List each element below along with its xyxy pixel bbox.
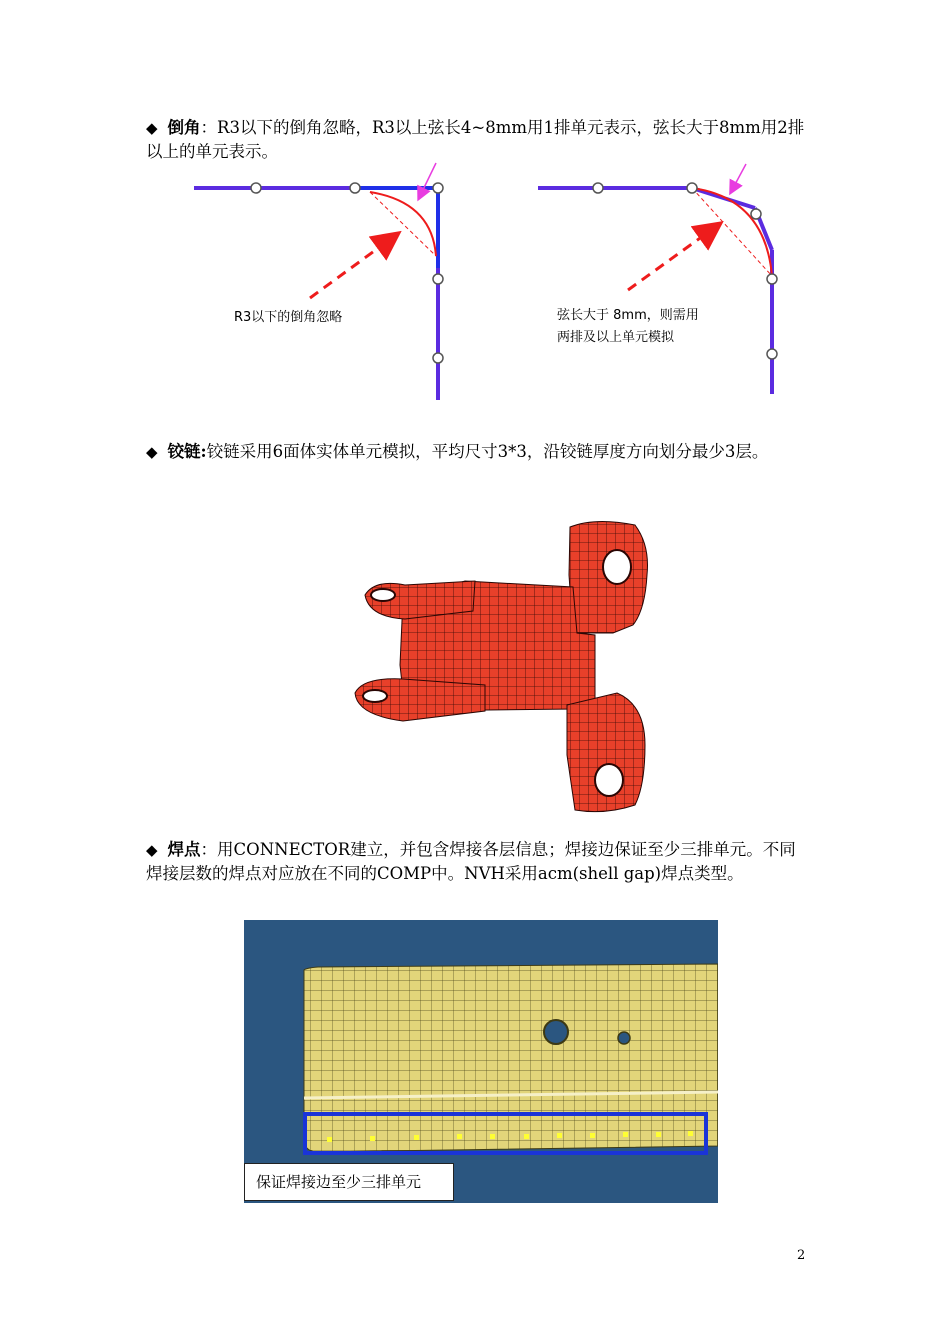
bullet-icon: ◆ — [146, 443, 158, 461]
left-corner-diagram — [194, 163, 443, 400]
hinge-heading: 铰链 — [167, 442, 201, 461]
chamfer-heading: 倒角 — [167, 118, 201, 137]
chamfer-diagram — [180, 158, 820, 408]
hinge-mesh-image — [345, 515, 655, 820]
weld-body: 用CONNECTOR建立，并包含焊接各层信息；焊接边保证至少三排单元。不同焊接层数的焊点对应放在不同的COMP中。NVH采用acm(shell gap)焊点类型。 — [146, 840, 796, 883]
left-diagram-caption: R3以下的倒角忽略 — [234, 310, 343, 325]
right-diagram-caption-line2: 两排及以上单元模拟 — [557, 330, 675, 345]
separator: ： — [200, 840, 218, 859]
separator: : — [200, 442, 207, 461]
section-weld — [146, 838, 808, 886]
bullet-icon: ◆ — [146, 119, 158, 137]
weld-mesh-image — [244, 920, 718, 1203]
section-hinge — [146, 440, 808, 464]
weld-heading: 焊点 — [167, 840, 201, 859]
page-number: 2 — [797, 1248, 806, 1263]
chamfer-body: R3以下的倒角忽略，R3以上弦长4~8mm用1排单元表示，弦长大于8mm用2排以上的单元表示。 — [146, 118, 805, 161]
bullet-icon: ◆ — [146, 841, 158, 859]
section-chamfer — [146, 116, 808, 164]
weld-callout-label: 保证焊接边至少三排单元 — [244, 1163, 454, 1201]
right-diagram-caption-line1: 弦长大于 8mm，则需用 — [557, 308, 699, 323]
right-corner-diagram — [538, 164, 777, 394]
separator: ： — [200, 118, 218, 137]
hinge-body: 铰链采用6面体实体单元模拟，平均尺寸3*3，沿铰链厚度方向划分最少3层。 — [206, 442, 769, 461]
